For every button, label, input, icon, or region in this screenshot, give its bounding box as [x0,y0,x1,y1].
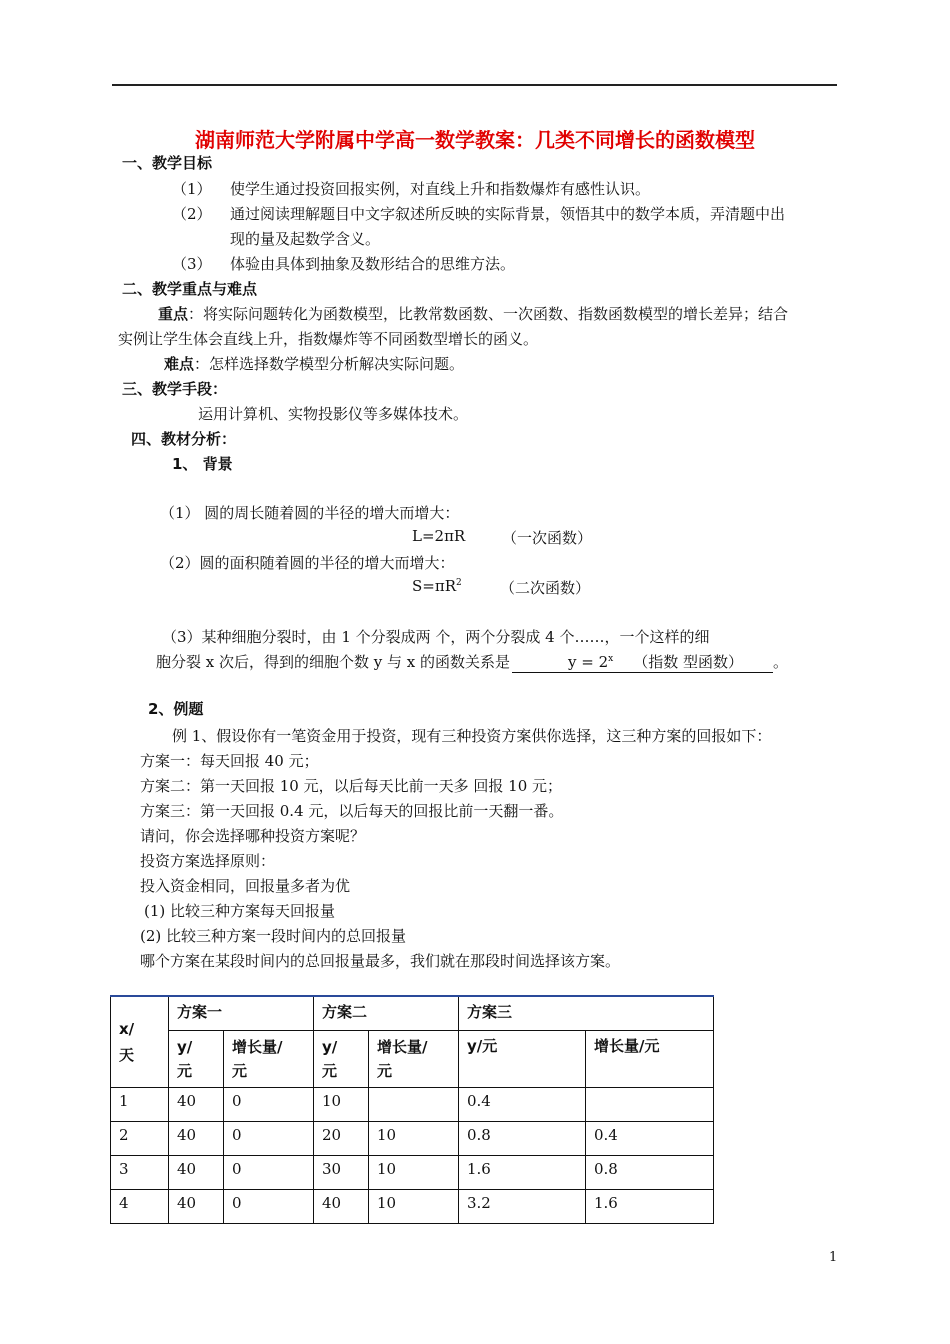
bg-item-2: （2）圆的面积随着圆的半径的增大而增大： [160,554,455,572]
sub-header-y: y/ 元 [314,1031,369,1088]
table-cell: 0.8 [586,1156,714,1190]
key-point [158,303,788,324]
formula-1: L=2πR [412,527,466,545]
formula-2-exp: 2 [456,578,462,588]
table-cell: 20 [314,1122,369,1156]
section-1-heading: 一、教学目标 [122,154,213,172]
table-row [111,1088,714,1122]
means-text: 运用计算机、实物投影仪等多媒体技术。 [198,405,469,423]
plan-1-header: 方案一 [169,997,314,1031]
table-row [111,1122,714,1156]
bg-item-1: （1） 圆的周长随着圆的半径的增大而增大： [160,504,460,522]
answer-end: 。 [773,653,789,671]
table-cell: 0 [224,1088,314,1122]
table-cell: 1 [111,1088,169,1122]
table-cell [586,1088,714,1122]
formula-1-note: （一次函数） [502,529,593,547]
example-line-9: (2) 比较三种方案一段时间内的总回报量 [140,927,407,945]
table-cell: 4 [111,1190,169,1224]
table-cell: 1.6 [459,1156,586,1190]
key-cont: 实例让学生体会直线上升，指数爆炸等不同函数型增长的函义。 [118,330,539,348]
goal-2-num: （2） [172,205,212,223]
table-cell: 3 [111,1156,169,1190]
sub-header-y: y/元 [459,1031,586,1088]
goal-3-text: 体验由具体到抽象及数形结合的思维方法。 [230,255,516,273]
table-subheader-row [111,1031,714,1088]
goal-2-text: 通过阅读理解题目中文字叙述所反映的实际背景，领悟其中的数学本质，弄清题中出 [230,205,786,223]
example-line-2: 方案一：每天回报 40 元； [140,752,319,770]
table-row [111,1190,714,1224]
goal-1-num: （1） [172,180,212,198]
section-3-heading: 三、教学手段： [122,380,228,398]
table-cell: 0 [224,1122,314,1156]
example-heading: 2、例题 [148,700,204,718]
example-line-6: 投资方案选择原则： [140,852,276,870]
table-row [111,1156,714,1190]
example-line-8: (1) 比较三种方案每天回报量 [144,902,336,920]
table-top-border [110,995,714,997]
table-cell: 40 [314,1190,369,1224]
key-text: ：将实际问题转化为函数模型，比教常数函数、一次函数、指数函数模型的增长差异；结合 [188,305,789,323]
formula-2 [412,577,462,595]
table-cell: 30 [314,1156,369,1190]
table-cell: 0.4 [459,1088,586,1122]
table-cell: 0 [224,1156,314,1190]
comparison-table [110,996,714,1224]
corner-cell: x/ 天 [111,997,169,1088]
formula-2-note: （二次函数） [500,579,591,597]
example-line-1: 例 1、假设你有一笔资金用于投资，现有三种投资方案供你选择，这三种方案的回报如下： [172,727,772,745]
table-cell [369,1088,459,1122]
diff-label: 难点 [164,355,195,373]
example-line-5: 请问，你会选择哪种投资方案呢？ [140,827,366,845]
sub-header-growth: 增长量/ 元 [224,1031,314,1088]
plan-2-header: 方案二 [314,997,459,1031]
table-cell: 40 [169,1122,224,1156]
table-cell: 10 [369,1156,459,1190]
answer-formula: y = 2 [568,653,609,671]
goal-3-num: （3） [172,255,212,273]
answer-note: （指数 型函数） [633,653,743,671]
table-cell: 40 [169,1190,224,1224]
example-line-7: 投入资金相同，回报量多者为优 [140,877,351,895]
diff-text: ：怎样选择数学模型分析解决实际问题。 [194,355,465,373]
bg-item-3-cont [156,651,788,673]
table-cell: 10 [369,1122,459,1156]
table-cell: 3.2 [459,1190,586,1224]
page-title: 湖南师范大学附属中学高一数学教案：几类不同增长的函数模型 [195,128,755,152]
difficulty [164,353,464,374]
table-cell: 0.8 [459,1122,586,1156]
key-label: 重点 [158,305,189,323]
example-line-3: 方案二：第一天回报 10 元，以后每天比前一天多 回报 10 元； [140,777,563,795]
page-number: 1 [829,1250,838,1265]
header-rule [112,84,837,86]
table-cell: 1.6 [586,1190,714,1224]
sub-header-y: y/ 元 [169,1031,224,1088]
goal-2-cont: 现的量及起数学含义。 [230,230,381,248]
table-cell: 40 [169,1156,224,1190]
bg-item-3-text: 胞分裂 x 次后，得到的细胞个数 y 与 x 的函数关系是 [156,653,511,671]
formula-2-base: S=πR [412,577,456,595]
background-heading: 1、 背景 [172,455,233,473]
section-4-heading: 四、教材分析： [131,430,237,448]
example-line-10: 哪个方案在某段时间内的总回报量最多，我们就在那段时间选择该方案。 [140,952,621,970]
table-cell: 10 [314,1088,369,1122]
table-header-row [111,997,714,1031]
answer-exp: x [608,654,614,664]
answer-blank [512,651,773,673]
sub-header-growth: 增长量/ 元 [369,1031,459,1088]
table-cell: 0.4 [586,1122,714,1156]
bg-item-3: （3）某种细胞分裂时，由 1 个分裂成两 个，两个分裂成 4 个……，一个这样的细 [162,628,710,646]
sub-header-growth: 增长量/元 [586,1031,714,1088]
plan-3-header: 方案三 [459,997,714,1031]
example-line-4: 方案三：第一天回报 0.4 元，以后每天的回报比前一天翻一番。 [140,802,564,820]
table-cell: 10 [369,1190,459,1224]
table-cell: 2 [111,1122,169,1156]
table-cell: 40 [169,1088,224,1122]
table-cell: 0 [224,1190,314,1224]
goal-1-text: 使学生通过投资回报实例，对直线上升和指数爆炸有感性认识。 [230,180,651,198]
section-2-heading: 二、教学重点与难点 [122,280,258,298]
